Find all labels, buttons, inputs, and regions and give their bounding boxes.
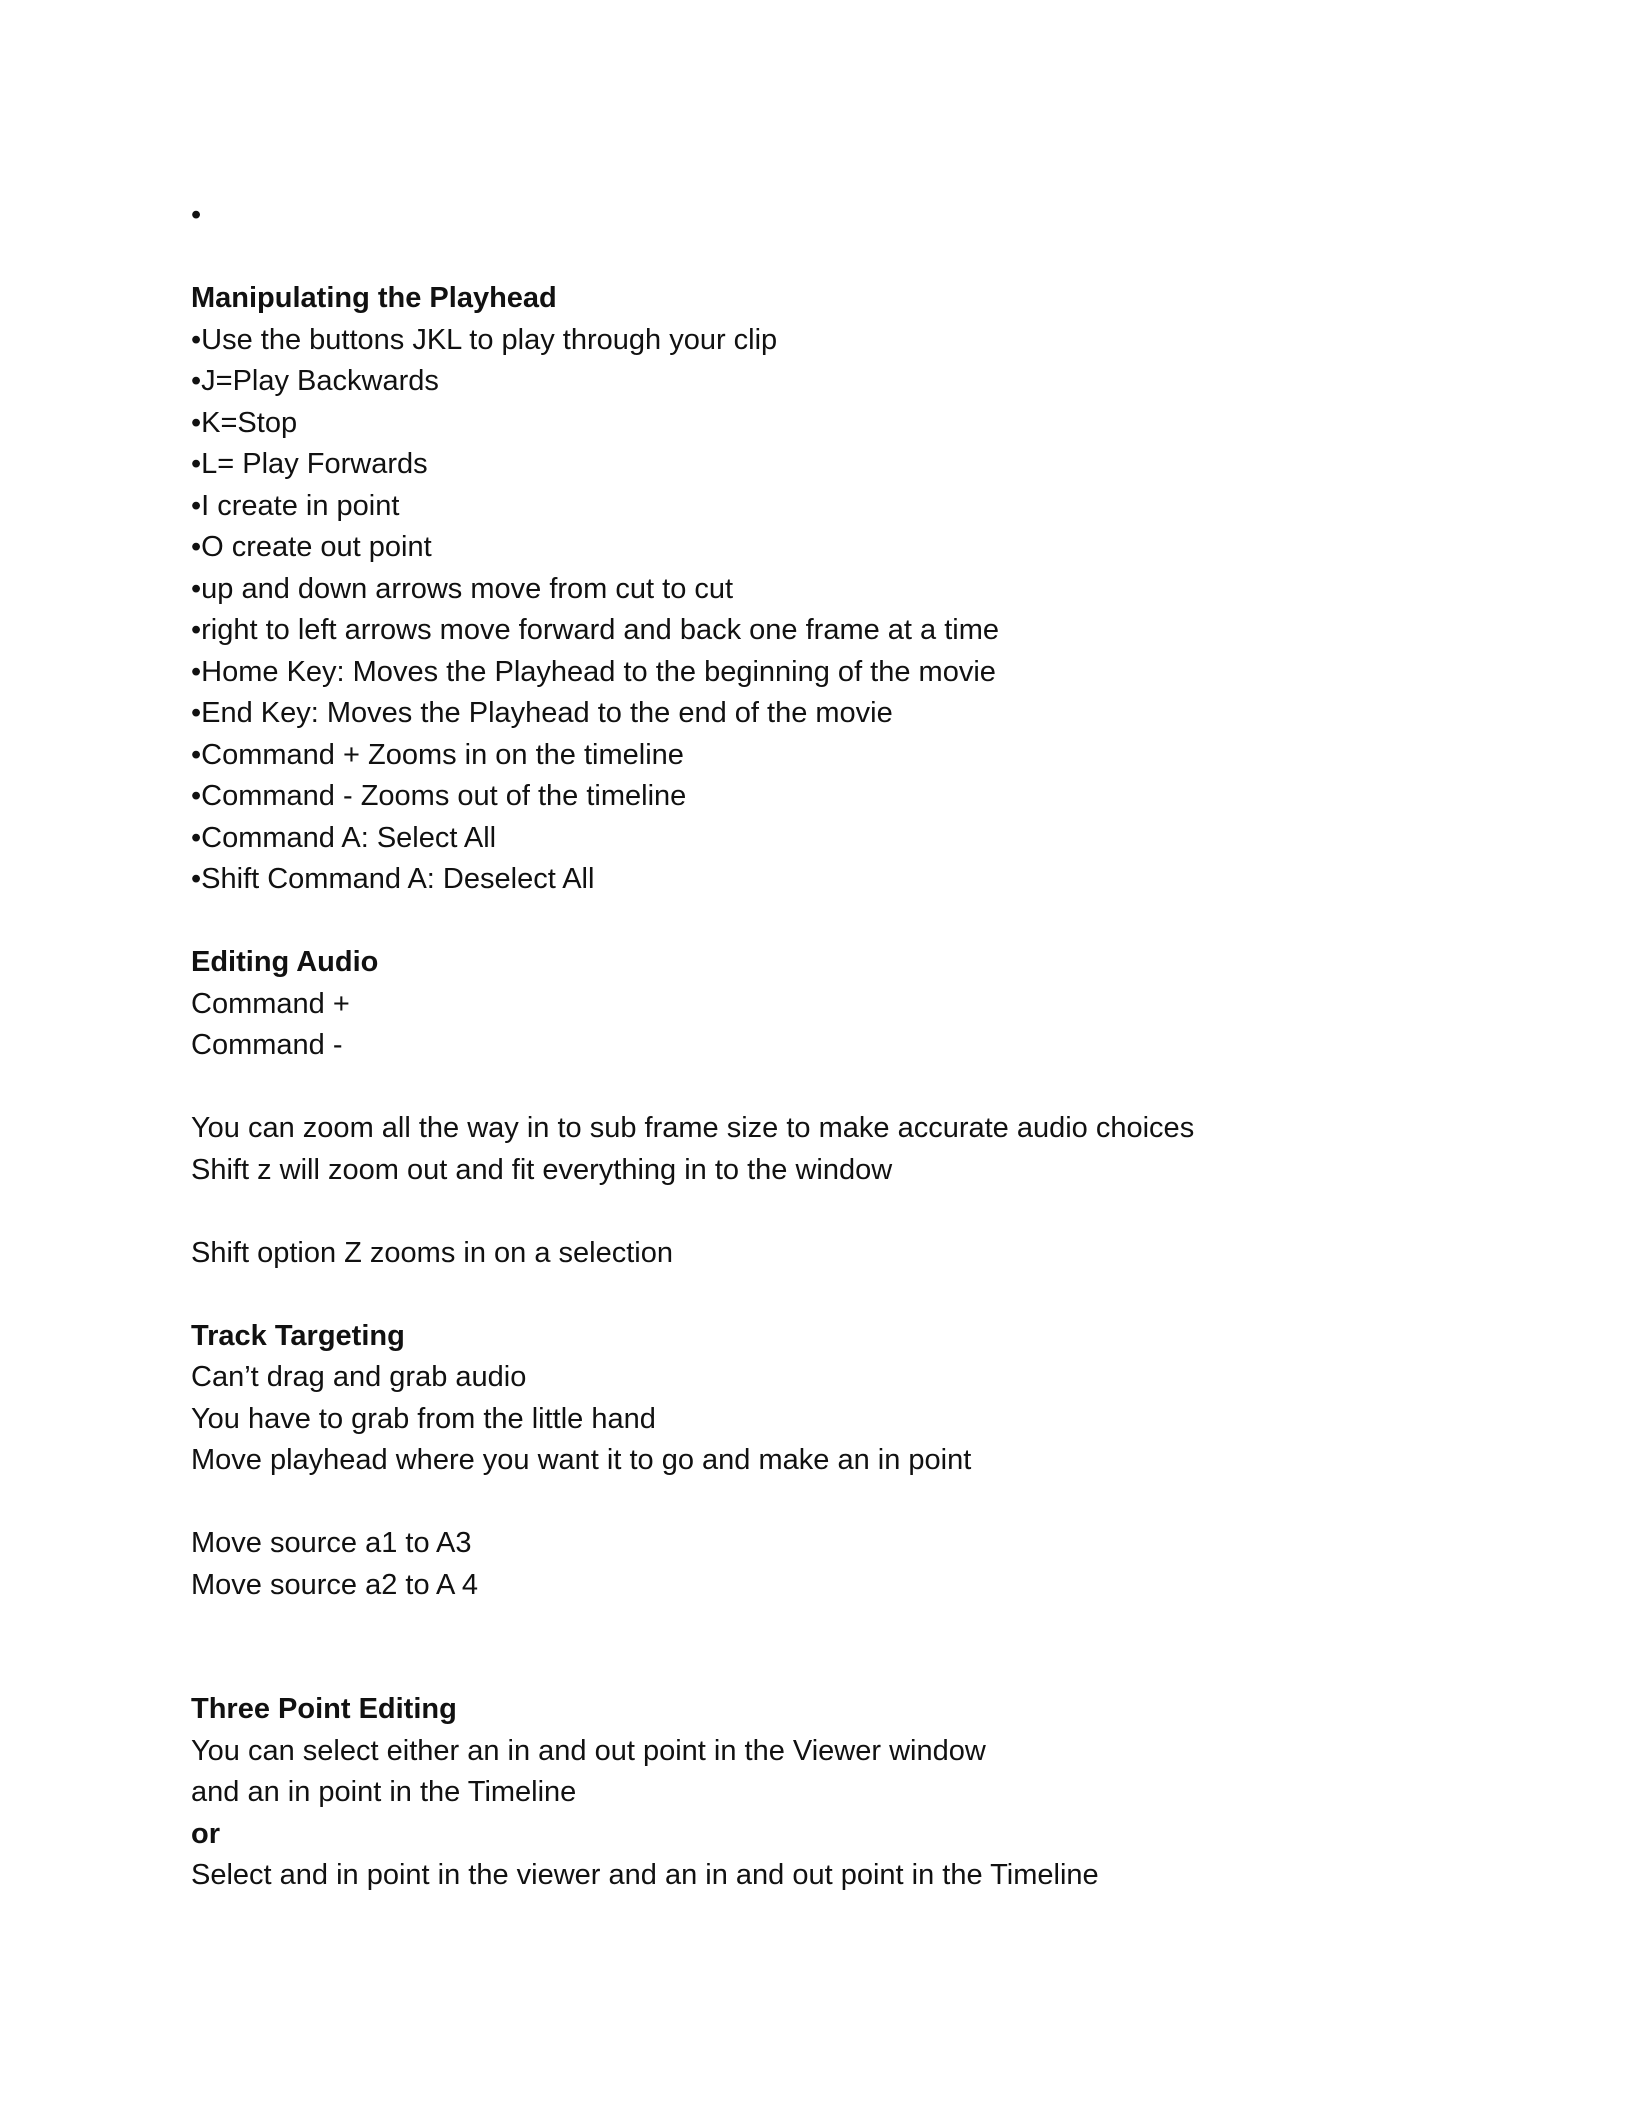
text-line: and an in point in the Timeline <box>191 1776 577 1808</box>
list-item: •Command A: Select All <box>191 821 497 854</box>
spacer <box>191 237 1491 279</box>
list-item: •Command + Zooms in on the timeline <box>191 738 684 771</box>
text-line <box>191 1191 1491 1233</box>
text-line: You have to grab from the little hand <box>191 1402 656 1435</box>
list-item: •Shift Command A: Deselect All <box>191 863 595 895</box>
text-line: Command - <box>191 1029 343 1061</box>
text-line: Shift z will zoom out and fit everything in to the window <box>191 1153 893 1186</box>
section-heading-playhead: Manipulating the Playhead <box>191 282 557 314</box>
section-heading-editing-audio: Editing Audio <box>191 946 379 978</box>
text-line-or: or <box>191 1817 220 1850</box>
list-item: •right to left arrows move forward and back one frame at a time <box>191 614 1000 646</box>
list-item: •up and down arrows move from cut to cut <box>191 572 734 605</box>
list-item: •J=Play Backwards <box>191 365 439 397</box>
spacer <box>191 1606 1491 1648</box>
list-item: •I create in point <box>191 489 400 522</box>
list-item: •Command - Zooms out of the timeline <box>191 780 687 812</box>
list-item: •K=Stop <box>191 406 298 439</box>
text-line: Shift option Z zooms in on a selection <box>191 1236 673 1269</box>
text-line: You can select either an in and out point in the Viewer window <box>191 1734 986 1767</box>
spacer <box>191 901 1491 943</box>
text-line: Command + <box>191 987 350 1020</box>
text-line: Can’t drag and grab audio <box>191 1361 527 1393</box>
section-heading-track-targeting: Track Targeting <box>191 1319 405 1352</box>
list-item: •End Key: Moves the Playhead to the end of the movie <box>191 697 893 729</box>
list-item: •L= Play Forwards <box>191 448 428 480</box>
text-line: Move source a2 to A 4 <box>191 1568 478 1601</box>
text-line <box>191 1482 1491 1524</box>
spacer <box>191 1648 1491 1690</box>
list-item: •O create out point <box>191 531 432 563</box>
lone-bullet: • <box>191 199 202 231</box>
list-item: •Home Key: Moves the Playhead to the beginning of the movie <box>191 655 996 688</box>
text-line: Select and in point in the viewer and an in and out point in the Timeline <box>191 1859 1099 1891</box>
document-body <box>191 195 1491 1897</box>
section-heading-three-point-editing: Three Point Editing <box>191 1693 457 1725</box>
spacer <box>191 1274 1491 1316</box>
text-line <box>191 1067 1491 1109</box>
text-line: You can zoom all the way in to sub frame size to make accurate audio choices <box>191 1112 1195 1144</box>
text-line: Move source a1 to A3 <box>191 1527 472 1559</box>
list-item: •Use the buttons JKL to play through your clip <box>191 323 778 356</box>
text-line: Move playhead where you want it to go and make an in point <box>191 1444 972 1476</box>
